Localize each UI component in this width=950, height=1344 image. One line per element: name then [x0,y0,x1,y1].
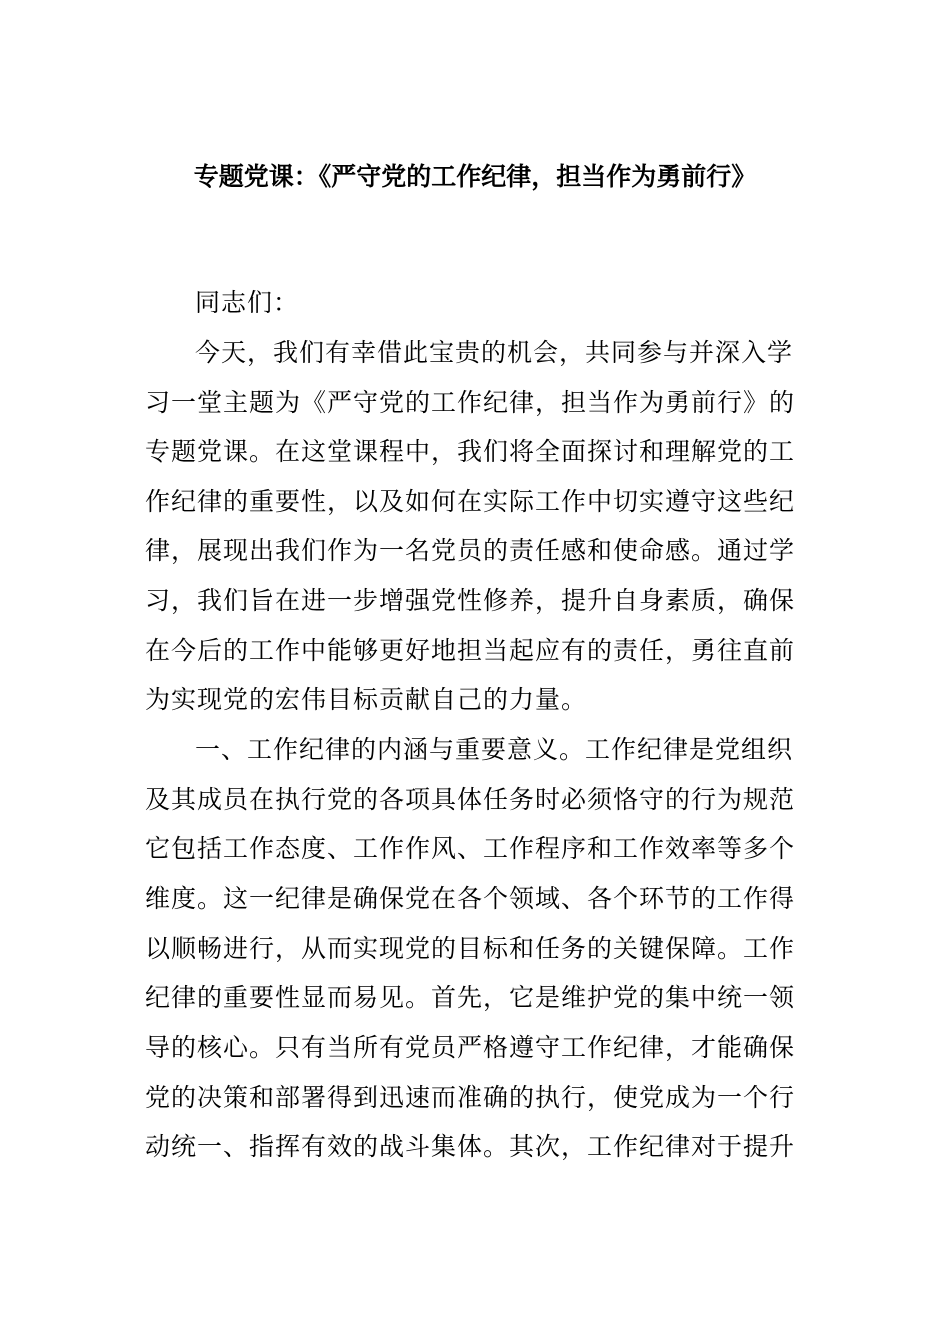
paragraph-line: 一、工作纪律的内涵与重要意义。工作纪律是党组织 [195,735,794,764]
paragraph-line: 动统一、指挥有效的战斗集体。其次，工作纪律对于提升 [145,1132,796,1161]
paragraph-line: 习，我们旨在进一步增强党性修养，提升自身素质，确保 [145,586,796,615]
paragraph-line: 维度。这一纪律是确保党在各个领域、各个环节的工作得 [145,884,796,913]
paragraph-line: 专题党课。在这堂课程中，我们将全面探讨和理解党的工 [145,437,796,466]
paragraph-line: 习一堂主题为《严守党的工作纪律，担当作为勇前行》的 [145,388,796,417]
paragraph-line: 作纪律的重要性，以及如何在实际工作中切实遵守这些纪 [145,487,796,516]
paragraph-line: 律，展现出我们作为一名党员的责任感和使命感。通过学 [145,536,796,565]
paragraph-line: 以顺畅进行，从而实现党的目标和任务的关键保障。工作 [145,934,796,963]
paragraph-line: 在今后的工作中能够更好地担当起应有的责任，勇往直前 [145,636,796,665]
paragraph-line: 及其成员在执行党的各项具体任务时必须恪守的行为规范 [145,785,796,814]
paragraph-line: 它包括工作态度、工作作风、工作程序和工作效率等多个 [145,834,796,863]
paragraph-line: 导的核心。只有当所有党员严格遵守工作纪律，才能确保 [145,1033,796,1062]
paragraph-line: 纪律的重要性显而易见。首先，它是维护党的集中统一领 [145,983,796,1012]
paragraph-line: 今天，我们有幸借此宝贵的机会，共同参与并深入学 [195,338,794,367]
paragraph-line: 为实现党的宏伟目标贡献自己的力量。 [145,685,588,714]
greeting: 同志们： [195,288,300,317]
document-title: 专题党课：《严守党的工作纪律，担当作为勇前行》 [193,162,757,191]
paragraph-line: 党的决策和部署得到迅速而准确的执行，使党成为一个行 [145,1083,796,1112]
